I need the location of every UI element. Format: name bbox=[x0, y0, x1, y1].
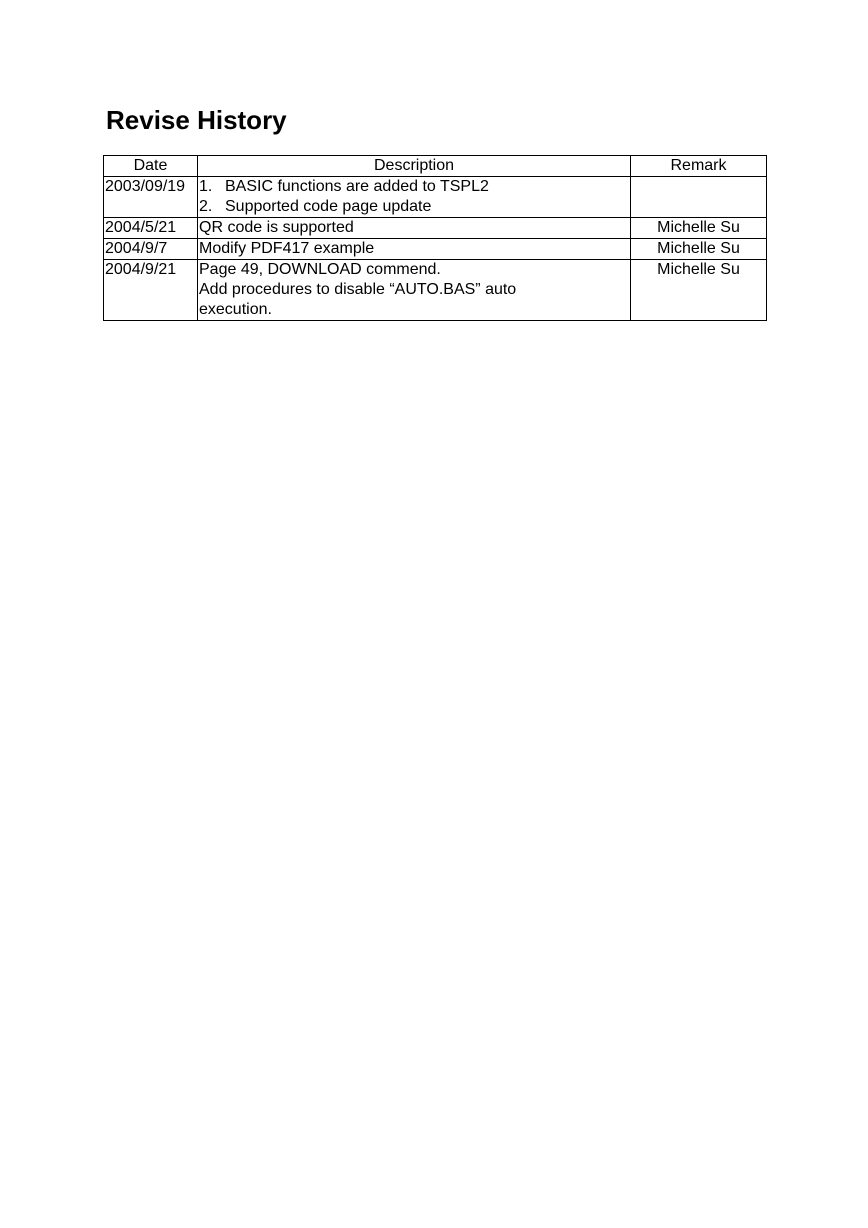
list-item-text: BASIC functions are added to TSPL2 bbox=[225, 178, 489, 195]
revise-history-table bbox=[103, 155, 767, 321]
remark-cell: Michelle Su bbox=[631, 218, 767, 239]
description-line: Page 49, DOWNLOAD commend. bbox=[199, 261, 441, 278]
date-cell: 2004/5/21 bbox=[104, 218, 198, 239]
list-item-number: 2. bbox=[199, 198, 213, 215]
date-cell: 2003/09/19 bbox=[104, 177, 198, 218]
description-line: execution. bbox=[199, 301, 272, 318]
column-header-remark: Remark bbox=[631, 156, 767, 177]
description-cell bbox=[198, 218, 631, 239]
remark-cell bbox=[631, 177, 767, 218]
table-row bbox=[104, 218, 767, 239]
table-row bbox=[104, 239, 767, 260]
table-row bbox=[104, 177, 767, 218]
remark-cell: Michelle Su bbox=[631, 239, 767, 260]
list-item-number: 1. bbox=[199, 178, 213, 195]
description-list bbox=[199, 177, 629, 217]
column-header-date: Date bbox=[104, 156, 198, 177]
list-item-text: Supported code page update bbox=[225, 198, 432, 215]
list-item bbox=[199, 177, 629, 197]
column-header-description: Description bbox=[198, 156, 631, 177]
description-cell bbox=[198, 177, 631, 218]
page-title: Revise History bbox=[106, 105, 287, 135]
list-item bbox=[199, 197, 629, 217]
description-cell bbox=[198, 260, 631, 321]
description-line: QR code is supported bbox=[199, 219, 354, 236]
table-header-row bbox=[104, 156, 767, 177]
date-cell: 2004/9/21 bbox=[104, 260, 198, 321]
date-cell: 2004/9/7 bbox=[104, 239, 198, 260]
table-row bbox=[104, 260, 767, 321]
description-line: Add procedures to disable “AUTO.BAS” auto bbox=[199, 281, 517, 298]
description-cell bbox=[198, 239, 631, 260]
remark-cell: Michelle Su bbox=[631, 260, 767, 321]
description-line: Modify PDF417 example bbox=[199, 240, 375, 257]
